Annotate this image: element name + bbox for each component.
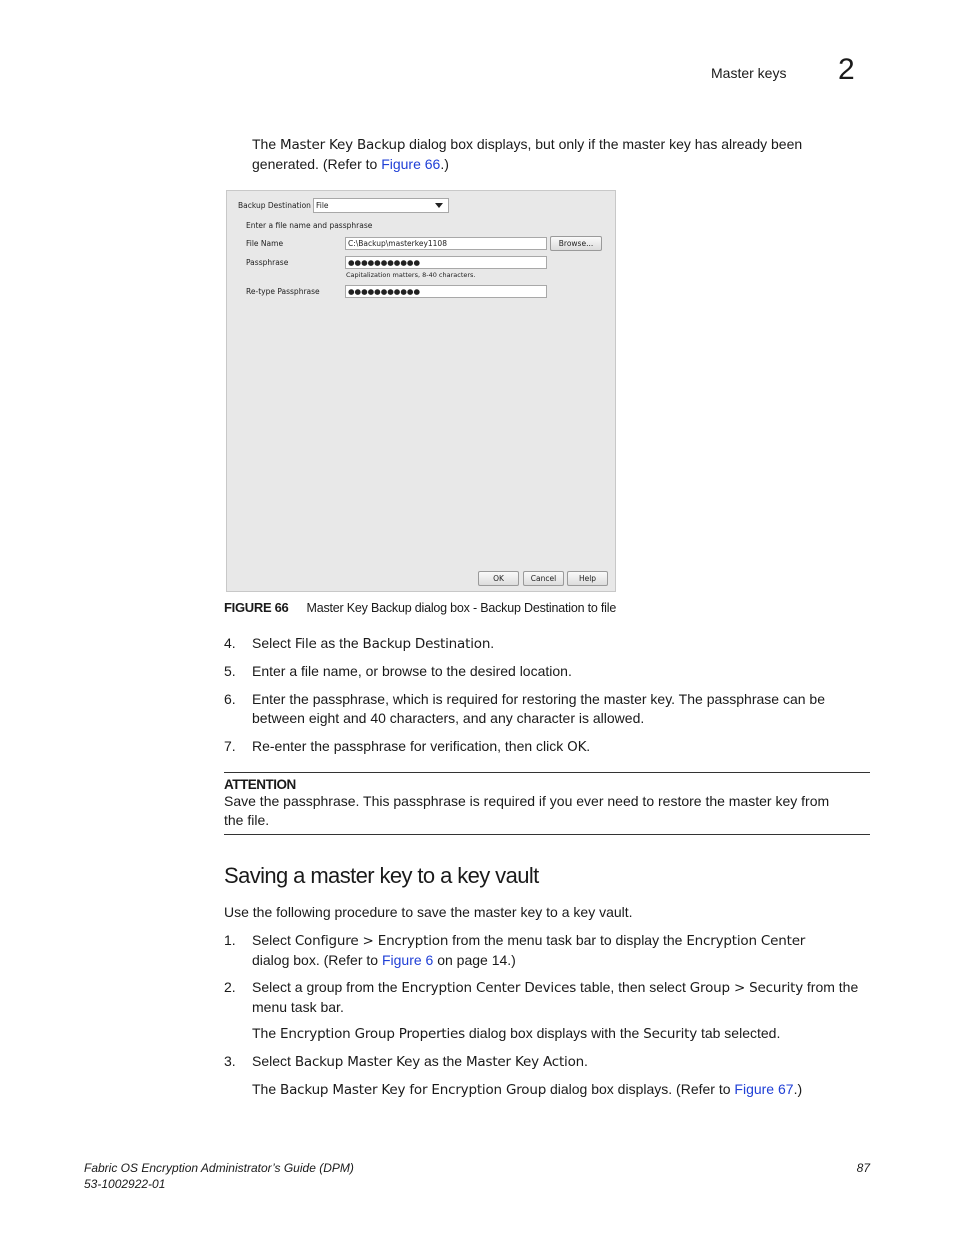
figure-link[interactable]: Figure 66 (381, 156, 441, 172)
file-name-label: File Name (246, 239, 284, 248)
step-text: Enter the passphrase, which is required for restoring the master key. The passphrase can be between eight and 40 characters, and any character is allowed. (252, 691, 826, 726)
backup-destination-label: Backup Destination (238, 201, 311, 210)
master-key-backup-dialog (226, 190, 616, 592)
step-text: Re-enter the passphrase for verification, then click OK. (252, 738, 591, 755)
step-number: 7. (224, 738, 236, 754)
chapter-number: 2 (838, 53, 855, 86)
retype-passphrase-field[interactable]: ●●●●●●●●●●● (345, 285, 547, 298)
dialog-instruction: Enter a file name and passphrase (246, 221, 373, 230)
chevron-down-icon (435, 203, 443, 208)
intro-paragraph: The Master Key Backup dialog box displays, but only if the master key has already been generated. (Refer to Figure 66.) (252, 136, 803, 172)
file-name-field[interactable]: C:\Backup\masterkey1108 (345, 237, 547, 250)
passphrase-field[interactable]: ●●●●●●●●●●● (345, 256, 547, 269)
passphrase-hint: Capitalization matters, 8-40 characters. (346, 271, 476, 279)
step-text: Select File as the Backup Destination. (252, 635, 495, 652)
backup-destination-value: File (316, 201, 329, 210)
figure-link[interactable]: Figure 6 (381, 952, 434, 968)
attention-text: Save the passphrase. This passphrase is required if you ever need to restore the master key from the file. (224, 793, 830, 828)
footer-document-code: 53-1002922-01 (84, 1177, 166, 1191)
running-header-title: Master keys (711, 65, 787, 81)
passphrase-label: Passphrase (246, 258, 289, 267)
cancel-button[interactable]: Cancel (523, 571, 564, 586)
attention-top-rule (224, 772, 870, 773)
page-number: 87 (856, 1161, 870, 1175)
step-text: Select Configure > Encryption from the menu task bar to display the Encryption Center dialog box. (Refer to Figure 6 on page 14.) (252, 932, 806, 968)
step-number: 1. (224, 932, 236, 948)
step-text: Select Backup Master Key as the Master Key Action. (252, 1053, 588, 1070)
attention-label: ATTENTION (224, 777, 296, 792)
step-note: The Backup Master Key for Encryption Group dialog box displays. (Refer to Figure 67.) (252, 1081, 803, 1098)
figure-caption (224, 598, 616, 618)
footer-document-title: Fabric OS Encryption Administrator’s Guide (DPM) (84, 1161, 354, 1175)
step-number: 5. (224, 663, 236, 679)
step-number: 2. (224, 979, 236, 995)
step-number: 3. (224, 1053, 236, 1069)
figure-label: FIGURE 66 (224, 600, 289, 615)
backup-destination-select[interactable] (313, 198, 449, 213)
attention-bottom-rule (224, 834, 870, 835)
figure-caption-text: Master Key Backup dialog box - Backup Destination to file (306, 601, 617, 615)
section-heading: Saving a master key to a key vault (224, 863, 539, 888)
help-button[interactable]: Help (567, 571, 608, 586)
retype-passphrase-label: Re-type Passphrase (246, 287, 320, 296)
step-text: Select a group from the Encryption Center Devices table, then select Group > Security from the menu task bar. (252, 979, 859, 1015)
step-text: Enter a file name, or browse to the desired location. (252, 663, 572, 679)
step-note: The Encryption Group Properties dialog box displays with the Security tab selected. (252, 1025, 781, 1042)
section-intro: Use the following procedure to save the master key to a key vault. (224, 904, 633, 920)
step-number: 4. (224, 635, 236, 651)
figure-link[interactable]: Figure 67 (734, 1081, 794, 1097)
step-number: 6. (224, 691, 236, 707)
browse-button[interactable]: Browse... (550, 236, 602, 251)
ui-term: Master Key Backup (280, 137, 406, 153)
ok-button[interactable]: OK (478, 571, 519, 586)
